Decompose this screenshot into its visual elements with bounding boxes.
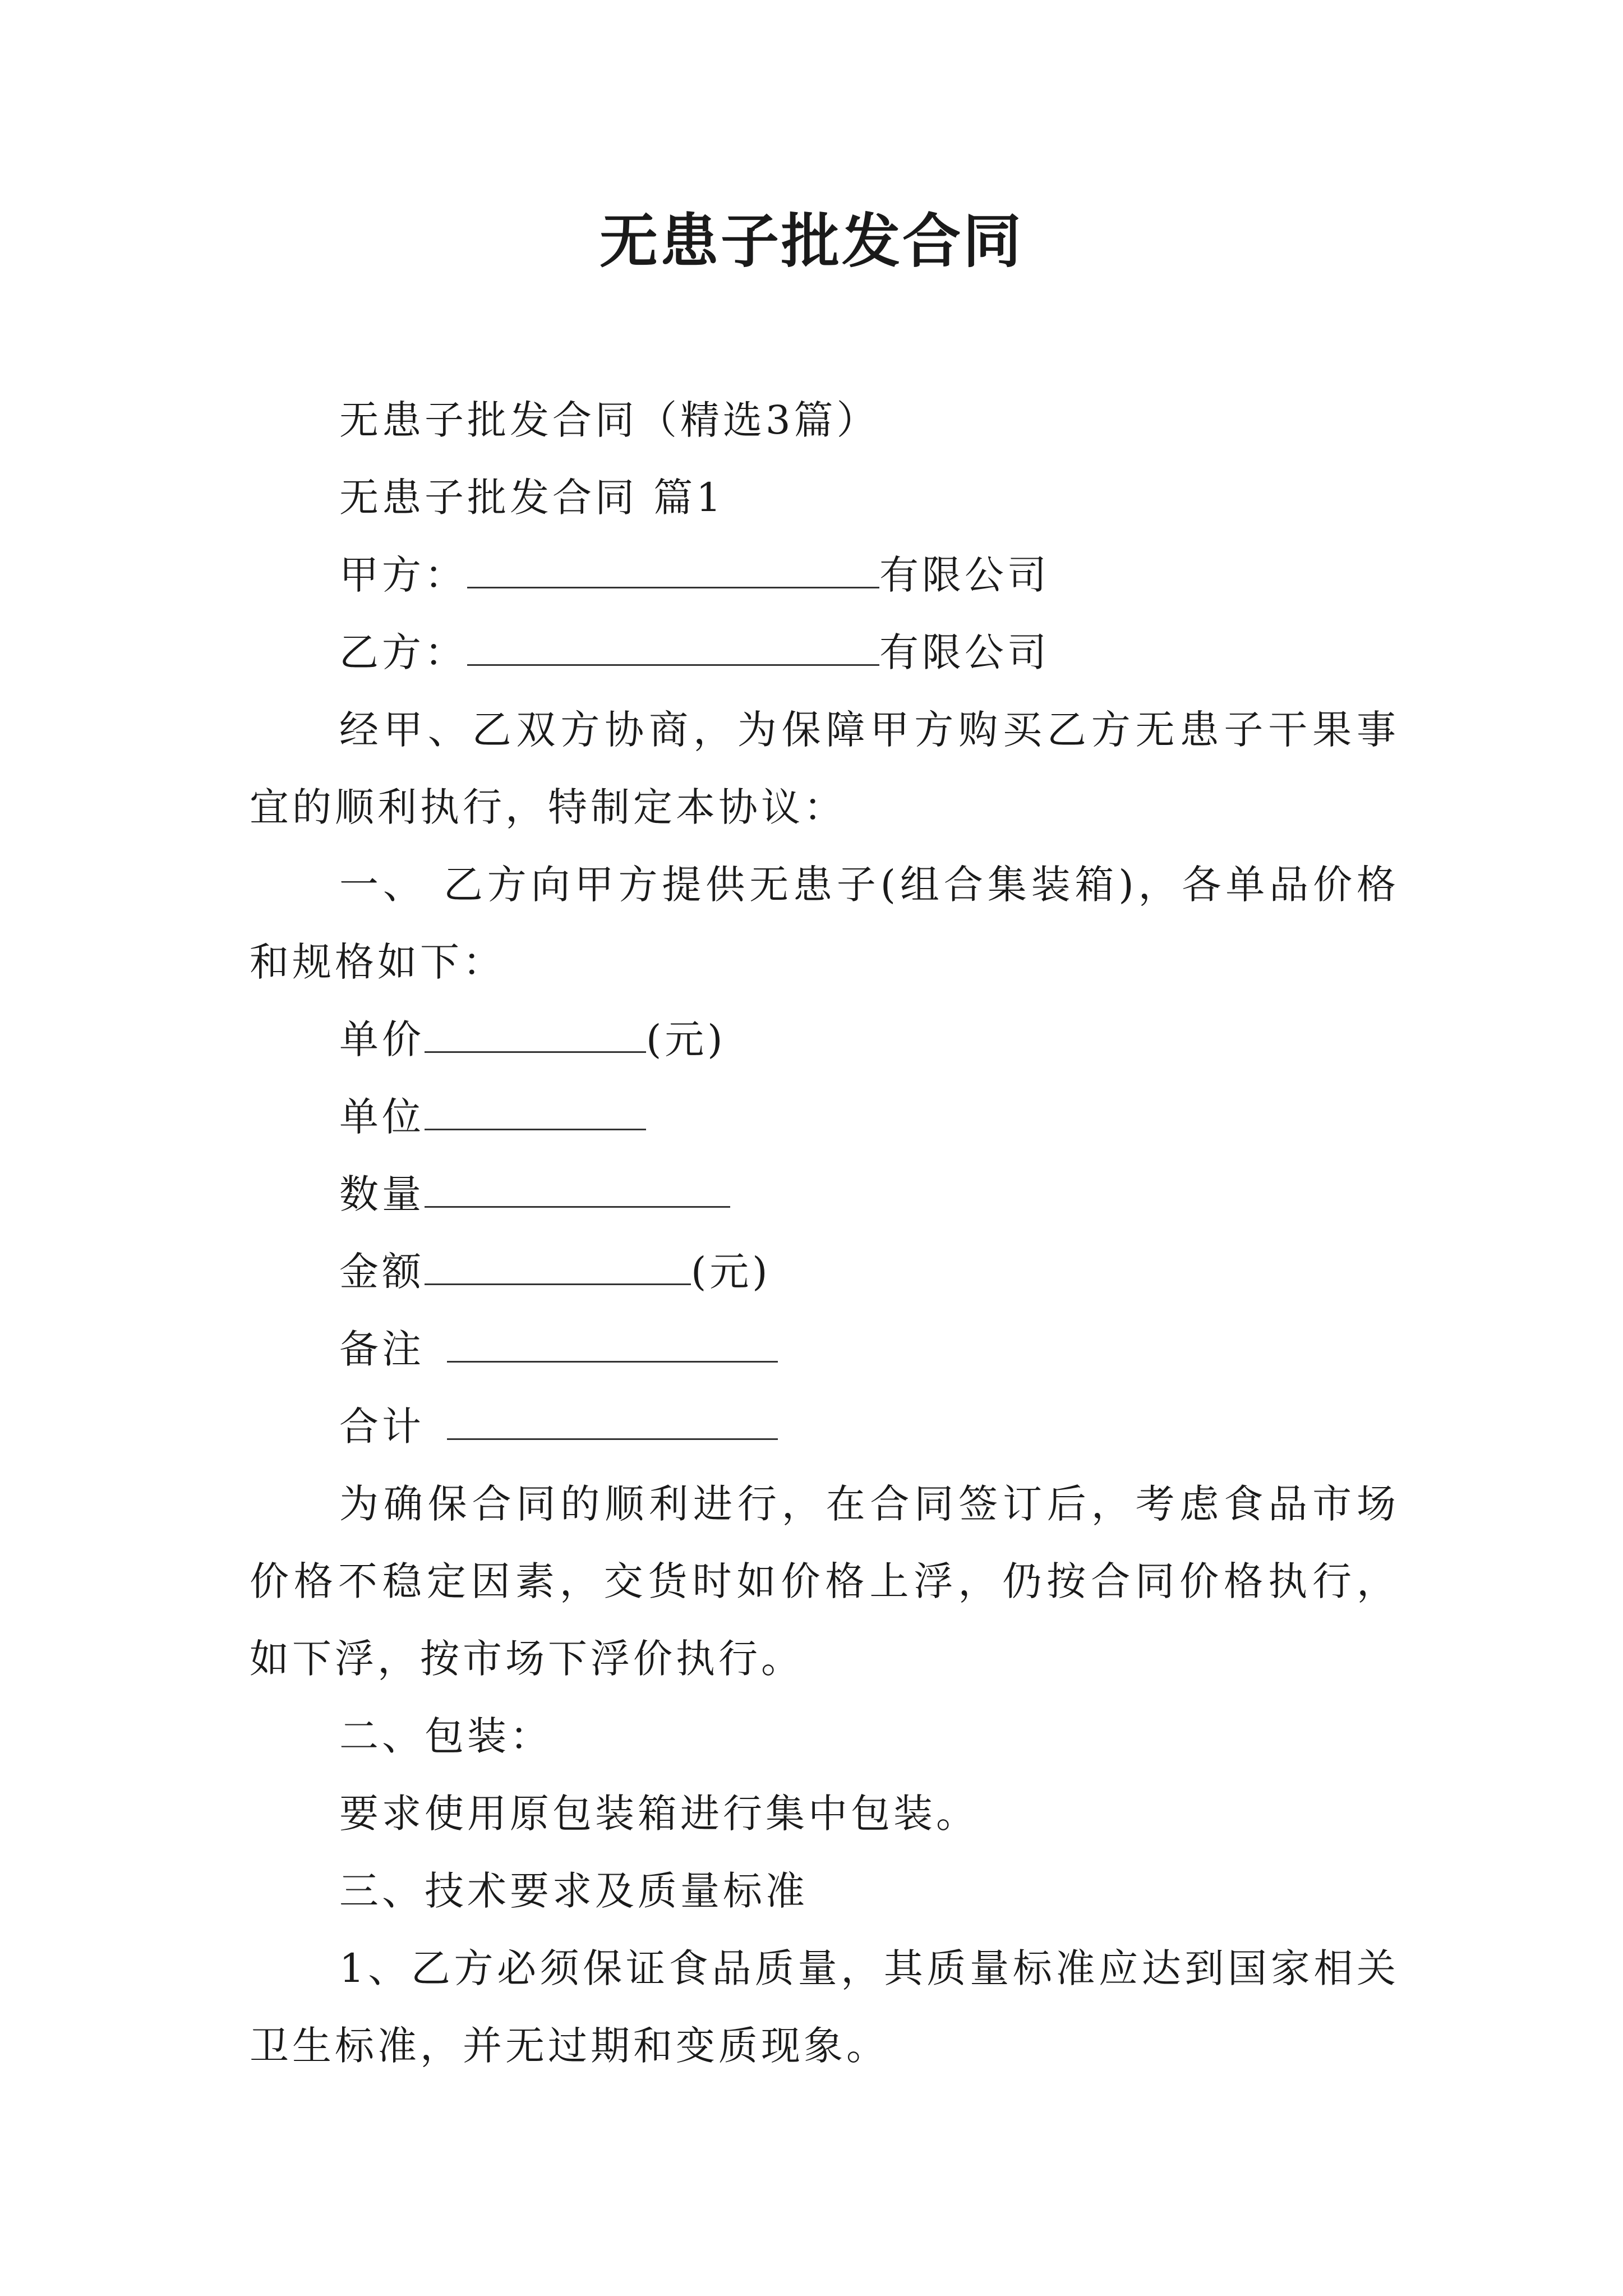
unit-blank (425, 1094, 646, 1130)
note-line (250, 1310, 1399, 1388)
party-a-label: 甲方： (339, 552, 467, 598)
clause-1-paragraph: 一、 乙方向甲方提供无患子(组合集装箱)，各单品价格和规格如下： (250, 862, 1399, 985)
party-a-blank (467, 552, 879, 588)
total-label: 合计 (339, 1404, 425, 1450)
clause-2-heading: 二、包装： (339, 1713, 552, 1759)
unit-price-blank (425, 1016, 646, 1053)
quantity-label: 数量 (339, 1171, 425, 1217)
intro-paragraph: 经甲、乙双方协商，为保障甲方购买乙方无患子干果事宜的顺利执行，特制定本协议： (250, 707, 1399, 830)
quantity-blank (425, 1171, 730, 1208)
unit-price-unit: (元) (646, 1016, 726, 1062)
note-blank (447, 1326, 778, 1363)
document-body (250, 381, 1399, 2085)
clause-3-item-1: 1、乙方必须保证食品质量，其质量标准应达到国家相关卫生标准，并无过期和变质现象。 (250, 1945, 1399, 2069)
clause-3-heading: 三、技术要求及质量标准 (339, 1868, 808, 1914)
party-b-suffix: 有限公司 (879, 629, 1050, 675)
amount-blank (425, 1249, 691, 1285)
amount-line (250, 1233, 1399, 1310)
quantity-line (250, 1156, 1399, 1233)
total-blank (447, 1404, 778, 1440)
price-clause-paragraph: 为确保合同的顺利进行，在合同签订后，考虑食品市场价格不稳定因素，交货时如价格上浮，仍按合同价格执行，如下浮，按市场下浮价执行。 (250, 1481, 1399, 1682)
unit-line (250, 1078, 1399, 1156)
total-line (250, 1388, 1399, 1465)
section-heading: 无患子批发合同 篇1 (339, 475, 725, 521)
party-b-label: 乙方： (339, 629, 467, 675)
party-b-line (250, 614, 1399, 691)
amount-unit: (元) (691, 1249, 771, 1295)
amount-label: 金额 (339, 1249, 425, 1295)
party-b-blank (467, 629, 879, 666)
unit-label: 单位 (339, 1094, 425, 1140)
document-subtitle: 无患子批发合同（精选3篇） (339, 397, 879, 443)
note-label: 备注 (339, 1326, 425, 1372)
unit-price-label: 单价 (339, 1016, 425, 1062)
party-a-suffix: 有限公司 (879, 552, 1050, 598)
unit-price-line (250, 1001, 1399, 1078)
document-title: 无患子批发合同 (599, 207, 1023, 275)
party-a-line (250, 536, 1399, 614)
clause-2-text: 要求使用原包装箱进行集中包装。 (339, 1791, 979, 1837)
